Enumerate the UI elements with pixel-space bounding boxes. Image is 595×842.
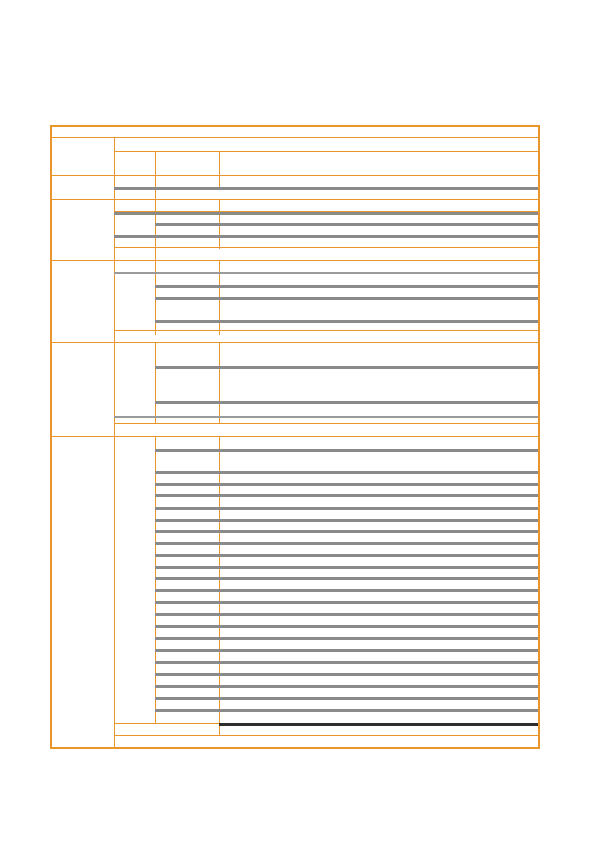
sub-rule-c <box>114 423 538 424</box>
header-rule-2 <box>114 151 538 152</box>
gray-rule-24 <box>155 661 538 664</box>
gray-rule-12 <box>155 519 538 522</box>
gray-rule-18 <box>155 589 538 592</box>
gray-rule-3 <box>155 297 538 300</box>
col2-stub-3 <box>155 224 156 260</box>
dark-rule <box>219 723 538 726</box>
gray-rule-25 <box>155 673 538 676</box>
col3-stub-1 <box>219 175 220 187</box>
gray-rule-17 <box>155 577 538 580</box>
col2-stub-6 <box>155 436 156 486</box>
gray-rule-6 <box>155 401 538 404</box>
gray-rule-full-3 <box>114 235 538 238</box>
gray-rule-8 <box>155 471 538 474</box>
gray-rule-27 <box>155 697 538 700</box>
section-rule-3 <box>52 260 538 261</box>
gray-rule-20 <box>155 613 538 616</box>
gray-rule-19 <box>155 601 538 604</box>
gray-rule-1 <box>155 223 538 226</box>
gray-rule-28 <box>155 709 538 712</box>
gray-rule-thin-1 <box>114 272 538 274</box>
gray-rule-22 <box>155 637 538 640</box>
gray-rule-26 <box>155 685 538 688</box>
gray-rule-5 <box>155 366 538 369</box>
gray-rule-15 <box>155 554 538 557</box>
gray-rule-23 <box>155 649 538 652</box>
section-rule-1 <box>52 175 538 176</box>
gray-rule-16 <box>155 566 538 569</box>
section-rule-5 <box>52 436 538 437</box>
col3-stub-5 <box>219 436 220 736</box>
header-rule-1 <box>52 137 538 138</box>
sub-rule-a <box>114 247 538 248</box>
gray-rule-21 <box>155 625 538 628</box>
col3-stub-4 <box>219 342 220 424</box>
gray-rule-7 <box>155 449 538 452</box>
gray-rule-9 <box>155 483 538 486</box>
gray-rule-4 <box>155 320 538 323</box>
gray-rule-14 <box>155 542 538 545</box>
gray-rule-full-2 <box>114 212 538 215</box>
gray-rule-10 <box>155 494 538 497</box>
gray-rule-full-1 <box>114 187 538 190</box>
col1-divider <box>114 137 115 749</box>
section-rule-4 <box>52 342 538 343</box>
form-table-frame <box>50 125 540 749</box>
sub-rule-b <box>114 330 538 331</box>
section-rule-2 <box>52 199 538 200</box>
col2-stub-5 <box>155 342 156 424</box>
gray-rule-13 <box>155 530 538 533</box>
sub-rule-d <box>114 735 538 736</box>
col2-divider <box>155 151 156 189</box>
gray-rule-11 <box>155 507 538 510</box>
gray-rule-2 <box>155 285 538 288</box>
gray-rule-thin-2 <box>114 416 538 418</box>
